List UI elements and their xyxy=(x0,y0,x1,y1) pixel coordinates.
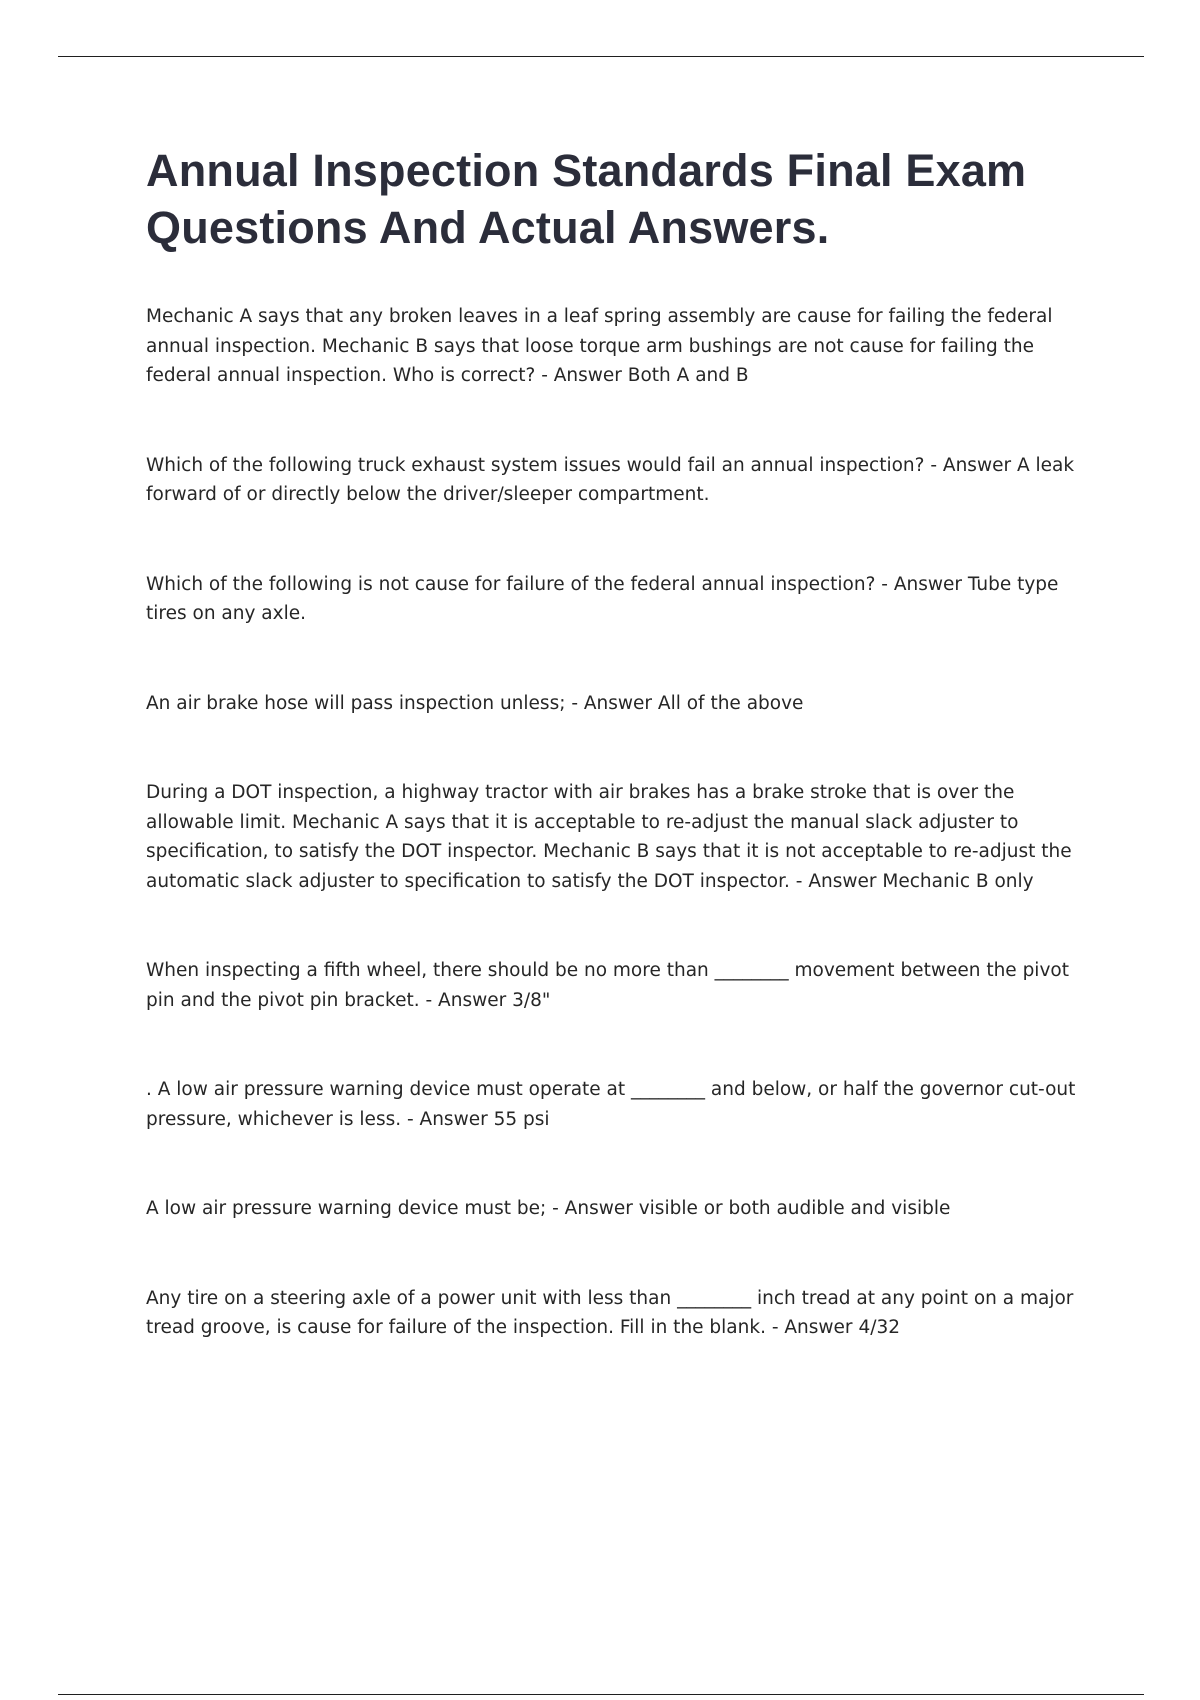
question-text: Which of the following truck exhaust system issues would fail an annual inspection? xyxy=(146,454,925,476)
answer-text: Mechanic B only xyxy=(882,870,1034,892)
qa-item xyxy=(146,451,1092,510)
answer-separator: - Answer xyxy=(419,989,513,1011)
question-text: Which of the following is not cause for failure of the federal annual inspection? xyxy=(146,573,876,595)
qa-item xyxy=(146,570,1092,629)
answer-separator: - Answer xyxy=(789,870,883,892)
question-text: . A low air pressure warning device must operate at ________ and below, or half the governor cut-out pressure, whichever is less. xyxy=(146,1079,1076,1130)
answer-text: Both A and B xyxy=(627,365,749,386)
answer-text: Tube type tires on any axle. xyxy=(146,573,1059,624)
qa-item xyxy=(146,1194,1092,1224)
qa-item xyxy=(146,689,1092,719)
answer-separator: - Answer xyxy=(535,365,628,386)
answer-text: 3/8" xyxy=(512,989,551,1011)
question-text: During a DOT inspection, a highway tractor with air brakes has a brake stroke that is over the allowable limit. Mechanic A says that it is acceptable to re-adjust the manual slack adjuster to specification, to satisfy the DOT inspector. Mechanic B says that it is not acceptable to re-adjust the automatic slack adjuster to specification to satisfy the DOT inspector. xyxy=(146,782,1072,892)
question-text: When inspecting a fifth wheel, there should be no more than ________ movement between the pivot pin and the pivot pin bracket. xyxy=(146,960,1069,1011)
answer-separator: - Answer xyxy=(765,1317,859,1338)
answer-text: A leak forward of or directly below the driver/sleeper compartment. xyxy=(146,454,1075,505)
question-text: A low air pressure warning device must be; xyxy=(146,1198,547,1219)
answer-separator: - Answer xyxy=(546,1198,639,1219)
answer-text: visible or both audible and visible xyxy=(638,1198,951,1219)
answer-separator: - Answer xyxy=(924,454,1017,476)
answer-separator: - Answer xyxy=(875,573,968,595)
answer-text: 4/32 xyxy=(858,1317,900,1338)
question-text: Any tire on a steering axle of a power unit with less than ________ inch tread at any point on a major tread groove, is cause for failure of the inspection. Fill in the blank. xyxy=(146,1287,1074,1338)
qa-item xyxy=(146,302,1092,391)
qa-item xyxy=(146,1284,1092,1343)
answer-separator: - Answer xyxy=(565,692,658,714)
qa-item xyxy=(146,956,1092,1015)
top-rule xyxy=(58,56,1144,57)
document-title: Annual Inspection Standards Final Exam Questions And Actual Answers. xyxy=(146,145,1027,253)
bottom-rule xyxy=(58,1694,1144,1695)
question-text: Mechanic A says that any broken leaves in a leaf spring assembly are cause for failing the federal annual inspection. Mechanic B says that loose torque arm bushings are not cause for failing the federal annual inspection. Who is correct? xyxy=(146,306,1053,386)
document-body xyxy=(146,142,1092,1403)
answer-separator: - Answer xyxy=(401,1108,494,1130)
qa-list xyxy=(146,302,1092,1343)
qa-item xyxy=(146,1075,1092,1134)
question-text: An air brake hose will pass inspection unless; xyxy=(146,692,566,714)
qa-item xyxy=(146,778,1092,896)
answer-text: 55 psi xyxy=(493,1108,550,1130)
answer-text: All of the above xyxy=(657,692,804,714)
